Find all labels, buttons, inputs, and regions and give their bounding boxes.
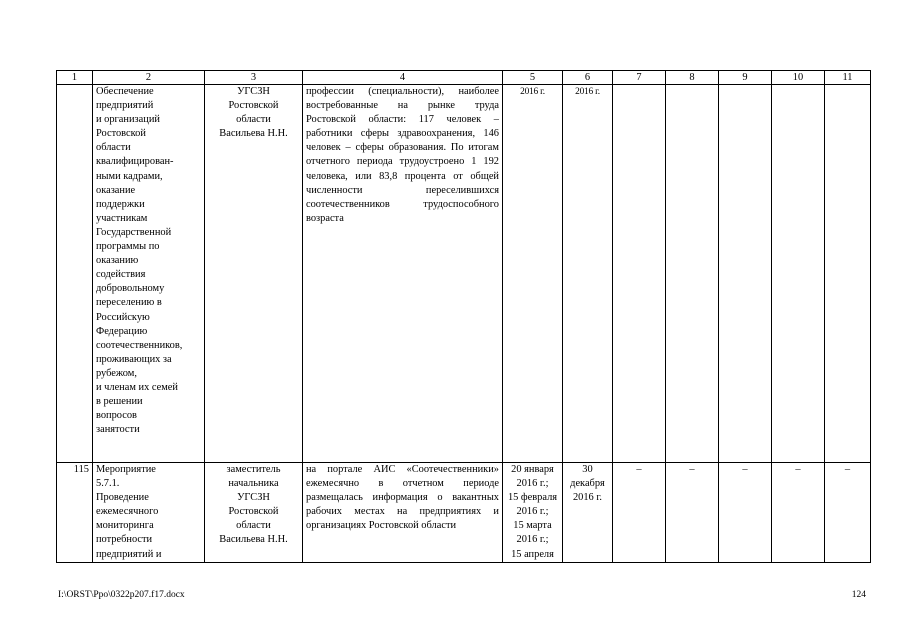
result-description: на портале АИС «Соотечественники» ежемесячно в отчетном периоде размещалась информация о вакантных рабочих местах на предприятиях и организациях Ростовской области [303,463,503,563]
measure-name: Обеспечение предприятий и организаций Ростовской области квалифицирован- ными кадрами, оказание поддержки участникам Государственной программы по оказанию содействия добровольному переселению в Российскую Федерацию соотечественников, проживающих за рубежом, и членам их семей в решении вопросов занятости [93,85,205,463]
cell-col7: – [613,463,666,563]
end-date: 30 декабря 2016 г. [563,463,613,563]
report-table [56,70,871,563]
measure-name: Мероприятие 5.7.1. Проведение ежемесячного мониторинга потребности предприятий и [93,463,205,563]
start-date: 2016 г. [503,85,563,463]
end-date: 2016 г. [563,85,613,463]
cell-col8: – [666,463,719,563]
table-row [57,463,871,563]
row-number [57,85,93,463]
file-path: I:\ORST\Ppo\0322p207.f17.docx [58,590,185,600]
cell-col8 [666,85,719,463]
column-header: 10 [772,71,825,85]
cell-col10: – [772,463,825,563]
column-header: 7 [613,71,666,85]
row-number: 115 [57,463,93,563]
column-header: 5 [503,71,563,85]
cell-col7 [613,85,666,463]
cell-col11 [825,85,871,463]
column-header: 11 [825,71,871,85]
start-date: 20 января 2016 г.; 15 февраля 2016 г.; 15 марта 2016 г.; 15 апреля [503,463,563,563]
responsible-executor: УГСЗН Ростовской области Васильева Н.Н. [205,85,303,463]
cell-col9 [719,85,772,463]
column-header: 6 [563,71,613,85]
responsible-executor: заместитель начальника УГСЗН Ростовской области Васильева Н.Н. [205,463,303,563]
page-number: 124 [851,590,866,600]
column-header: 9 [719,71,772,85]
column-number-row [57,71,871,85]
cell-col10 [772,85,825,463]
column-header: 1 [57,71,93,85]
column-header: 2 [93,71,205,85]
table-row [57,85,871,463]
result-description: профессии (специальности), наиболее востребованные на рынке труда Ростовской области: 117 человек – работники сферы здравоохранения, 146 человек – сферы образования. По итогам отчетного периода трудоустроено 1 192 человека, или 83,8 процента от общей численности переселившихся соотечественников трудоспособного возраста [303,85,503,463]
column-header: 3 [205,71,303,85]
cell-col11: – [825,463,871,563]
column-header: 4 [303,71,503,85]
column-header: 8 [666,71,719,85]
cell-col9: – [719,463,772,563]
